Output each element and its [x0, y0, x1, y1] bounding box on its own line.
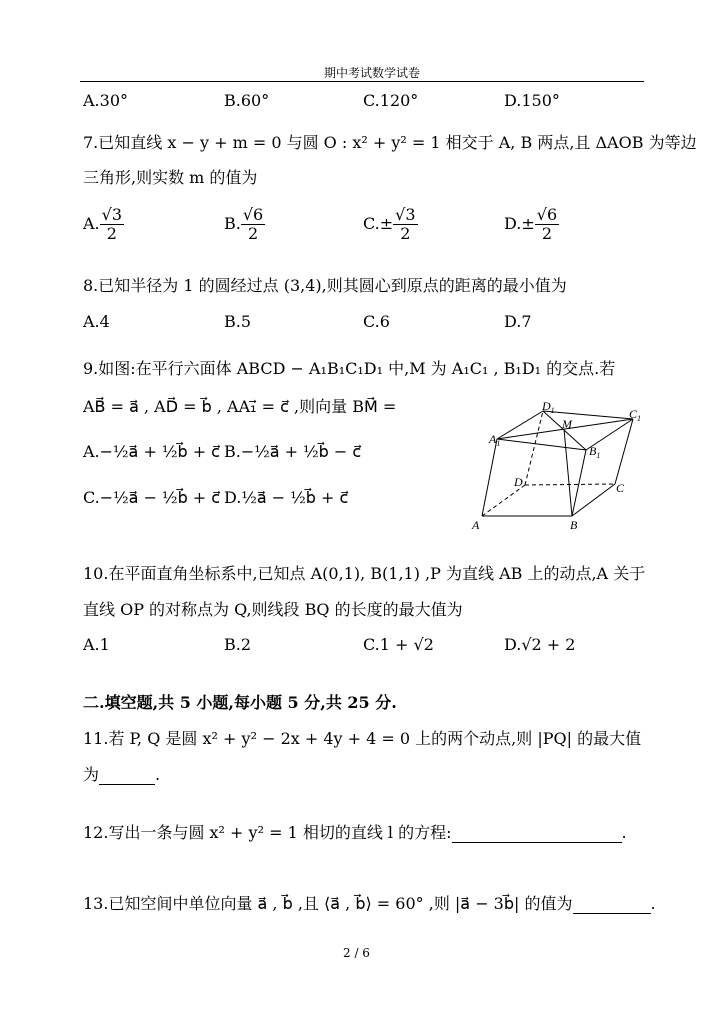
- label-a1: $A_1$: [489, 432, 501, 448]
- q10-option-a: A.1: [83, 635, 110, 654]
- q6-option-d: D.150°: [504, 91, 560, 110]
- edge-aa1: [482, 439, 497, 516]
- q7-option-b: B. $\frac{√6}{2}$: [224, 205, 264, 243]
- q10-line2: 直线 OP 的对称点为 Q,则线段 BQ 的长度的最大值为: [83, 600, 463, 619]
- q9-line1: 9.如图:在平行六面体 ABCD − A₁B₁C₁D₁ 中,M 为 A₁C₁ , B₁D₁ 的交点.若: [83, 359, 616, 378]
- q11-line1: 11.若 P, Q 是圆 x² + y² − 2x + 4y + 4 = 0 上的两个动点,则 |PQ| 的最大值: [83, 729, 642, 748]
- q12-line: 12.写出一条与圆 x² + y² = 1 相切的直线 l 的方程: .: [83, 823, 627, 842]
- q9-option-d: D.½a⃗ − ½b⃗ + c⃗: [224, 488, 349, 507]
- q8-option-b: B.5: [224, 312, 252, 331]
- edge-d1c1: [543, 411, 633, 419]
- q10-option-c: C.1 + √2: [363, 635, 434, 654]
- edge-a1d1: [497, 411, 543, 439]
- header-rule: [80, 81, 644, 82]
- q7-line1: 7.已知直线 x − y + m = 0 与圆 O : x² + y² = 1 相交于 A, B 两点,且 ΔAOB 为等边: [83, 133, 697, 152]
- q8-option-c: C.6: [363, 312, 390, 331]
- q13-answer-blank[interactable]: [573, 897, 651, 914]
- q7-option-a: A. $\frac{√3}{2}$: [83, 205, 123, 243]
- q11-line2: 为 .: [83, 765, 161, 784]
- edge-bb1: [572, 450, 586, 516]
- label-d: D: [514, 475, 523, 489]
- label-b: B: [570, 518, 578, 532]
- q12-answer-blank[interactable]: [452, 826, 622, 843]
- label-c1: $C_1$: [629, 407, 642, 423]
- q7-line2: 三角形,则实数 m 的值为: [83, 168, 258, 187]
- q10-option-b: B.2: [224, 635, 252, 654]
- page-header-title: 期中考试数学试卷: [324, 66, 421, 80]
- q6-option-a: A.30°: [83, 91, 128, 110]
- label-a: A: [472, 518, 480, 532]
- label-d1: $D_1$: [542, 399, 555, 415]
- q10-option-d: D.√2 + 2: [504, 635, 576, 654]
- q8-option-d: D.7: [504, 312, 532, 331]
- hidden-edge-dc: [525, 484, 615, 485]
- hidden-edge-ad: [482, 485, 525, 516]
- q9-option-a: A.−½a⃗ + ½b⃗ + c⃗: [83, 442, 220, 461]
- q13-line: 13.已知空间中单位向量 a⃗ , b⃗ ,且 ⟨a⃗ , b⃗⟩ = 60° ,则 |a⃗ − 3b⃗| 的值为 .: [83, 894, 656, 913]
- q7-option-c: C.± $\frac{√3}{2}$: [363, 205, 416, 243]
- q9-option-b: B.−½a⃗ + ½b⃗ − c⃗: [224, 442, 362, 461]
- q11-answer-blank[interactable]: [99, 768, 155, 785]
- q10-line1: 10.在平面直角坐标系中,已知点 A(0,1), B(1,1) ,P 为直线 AB 上的动点,A 关于: [83, 564, 646, 583]
- hidden-edge-dd1: [525, 411, 543, 485]
- label-b1: $B_1$: [589, 444, 601, 460]
- q6-option-b: B.60°: [224, 91, 270, 110]
- q7-option-d: D.± $\frac{√6}{2}$: [504, 205, 558, 243]
- q9-option-c: C.−½a⃗ − ½b⃗ + c⃗: [83, 488, 221, 507]
- label-c: C: [616, 481, 625, 495]
- section-2-title: 二.填空题,共 5 小题,每小题 5 分,共 25 分.: [83, 693, 397, 712]
- q8-option-a: A.4: [83, 312, 110, 331]
- parallelepiped-figure: [470, 398, 645, 536]
- segment-bm: [564, 429, 572, 516]
- q6-option-c: C.120°: [363, 91, 419, 110]
- q9-line2: AB⃗ = a⃗ , AD⃗ = b⃗ , AA₁⃗ = c⃗ ,则向量 BM⃗ =: [83, 397, 397, 416]
- edge-b1a1: [497, 439, 586, 450]
- label-m: M: [562, 417, 572, 431]
- page-number: 2 / 6: [343, 946, 370, 960]
- q8-text: 8.已知半径为 1 的圆经过点 (3,4),则其圆心到原点的距离的最小值为: [83, 276, 567, 295]
- edge-bc: [572, 484, 615, 516]
